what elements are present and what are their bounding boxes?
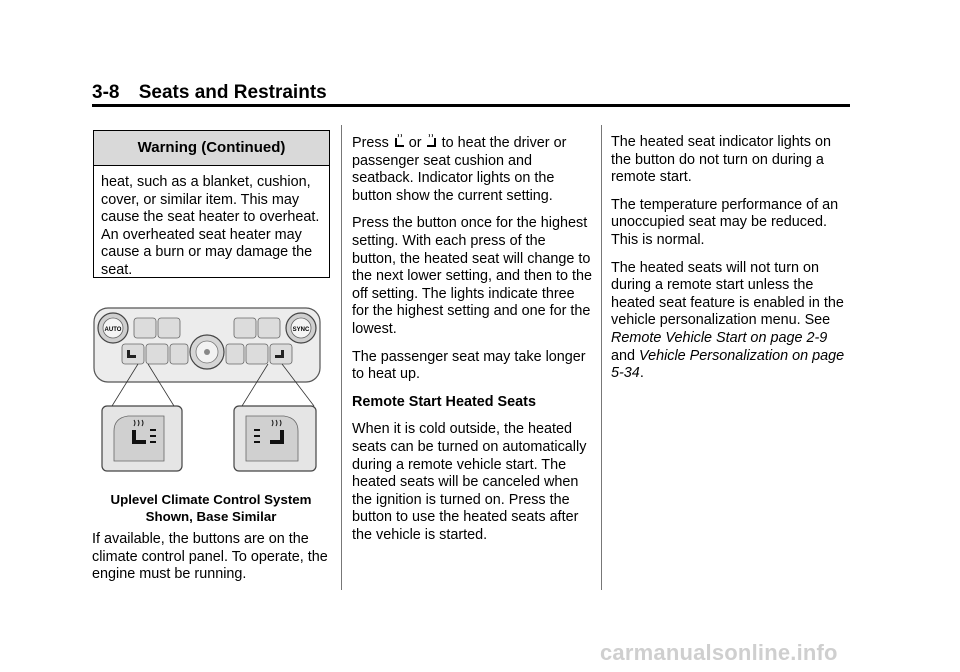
col2-p1-rest: to heat the driver or passenger seat cushion and seatback. Indicator lights on the button show the current setting. bbox=[352, 135, 567, 204]
section-number: 3-8 bbox=[92, 82, 120, 103]
warning-body: heat, such as a blanket, cushion, cover, or similar item. This may cause the seat heater to overheat. An overheated seat heater may cause a burn or may damage the seat. bbox=[101, 174, 320, 278]
column-3-text bbox=[611, 134, 851, 393]
remote-vehicle-start-link[interactable]: Remote Vehicle Start on page 2-9 bbox=[611, 329, 828, 346]
sync-knob-label: SYNC bbox=[292, 327, 310, 333]
page-header bbox=[92, 82, 327, 104]
col3-paragraph-1: The heated seat indicator lights on the button do not turn on during a remote start. bbox=[611, 134, 831, 186]
col2-p1-start: Press bbox=[352, 135, 389, 151]
col3-p3-end: . bbox=[639, 365, 644, 382]
column-divider-2 bbox=[601, 125, 602, 590]
col3-p3-and: and bbox=[611, 347, 636, 364]
col2-paragraph-3: The passenger seat may take longer to heat up. bbox=[352, 348, 586, 383]
col3-paragraph-3 bbox=[611, 260, 851, 383]
passenger-heated-seat-icon-inline bbox=[426, 134, 438, 148]
col3-p3-start: The heated seats will not turn on during a remote start unless the heated seat feature is enabled in the vehicle personalization menu. See bbox=[611, 259, 844, 329]
caption-line-2: Shown, Base Similar bbox=[145, 509, 277, 524]
warning-title: Warning (Continued) bbox=[94, 131, 329, 166]
figure-caption bbox=[92, 491, 330, 525]
climate-control-figure bbox=[92, 306, 332, 481]
climate-panel-illustration bbox=[92, 306, 332, 476]
column-2-text bbox=[352, 134, 592, 554]
vehicle-personalization-link[interactable]: Vehicle Personalization on page 5-34 bbox=[611, 347, 845, 382]
column-1-text bbox=[92, 531, 332, 594]
caption-line-1: Uplevel Climate Control System bbox=[110, 492, 312, 507]
header-rule bbox=[92, 104, 850, 107]
warning-box bbox=[93, 130, 330, 278]
col2-p1-or: or bbox=[408, 135, 422, 151]
remote-start-heading: Remote Start Heated Seats bbox=[352, 393, 536, 410]
col2-paragraph-1 bbox=[352, 134, 592, 205]
col3-paragraph-2: The temperature performance of an unoccupied seat may be reduced. This is normal. bbox=[611, 196, 839, 248]
driver-heated-seat-icon-inline bbox=[393, 134, 405, 148]
col2-paragraph-2: Press the button once for the highest setting. With each press of the button, the heated seat will change to the next lower setting, and then to the off setting. The lights indicate three for the highest setting and one for the lowest. bbox=[352, 215, 593, 337]
auto-knob-label: AUTO bbox=[104, 327, 122, 333]
section-title: Seats and Restraints bbox=[138, 82, 327, 103]
column-divider-1 bbox=[341, 125, 342, 590]
col2-paragraph-4: When it is cold outside, the heated seats can be turned on automatically during a remote vehicle start. The heated seats will be canceled when the ignition is turned on. Press the button to use the heated seats after the vehicle is started. bbox=[352, 421, 587, 543]
column-1-paragraph: If available, the buttons are on the climate control panel. To operate, the engine must be running. bbox=[92, 531, 328, 583]
watermark: carmanualsonline.info bbox=[600, 640, 838, 665]
